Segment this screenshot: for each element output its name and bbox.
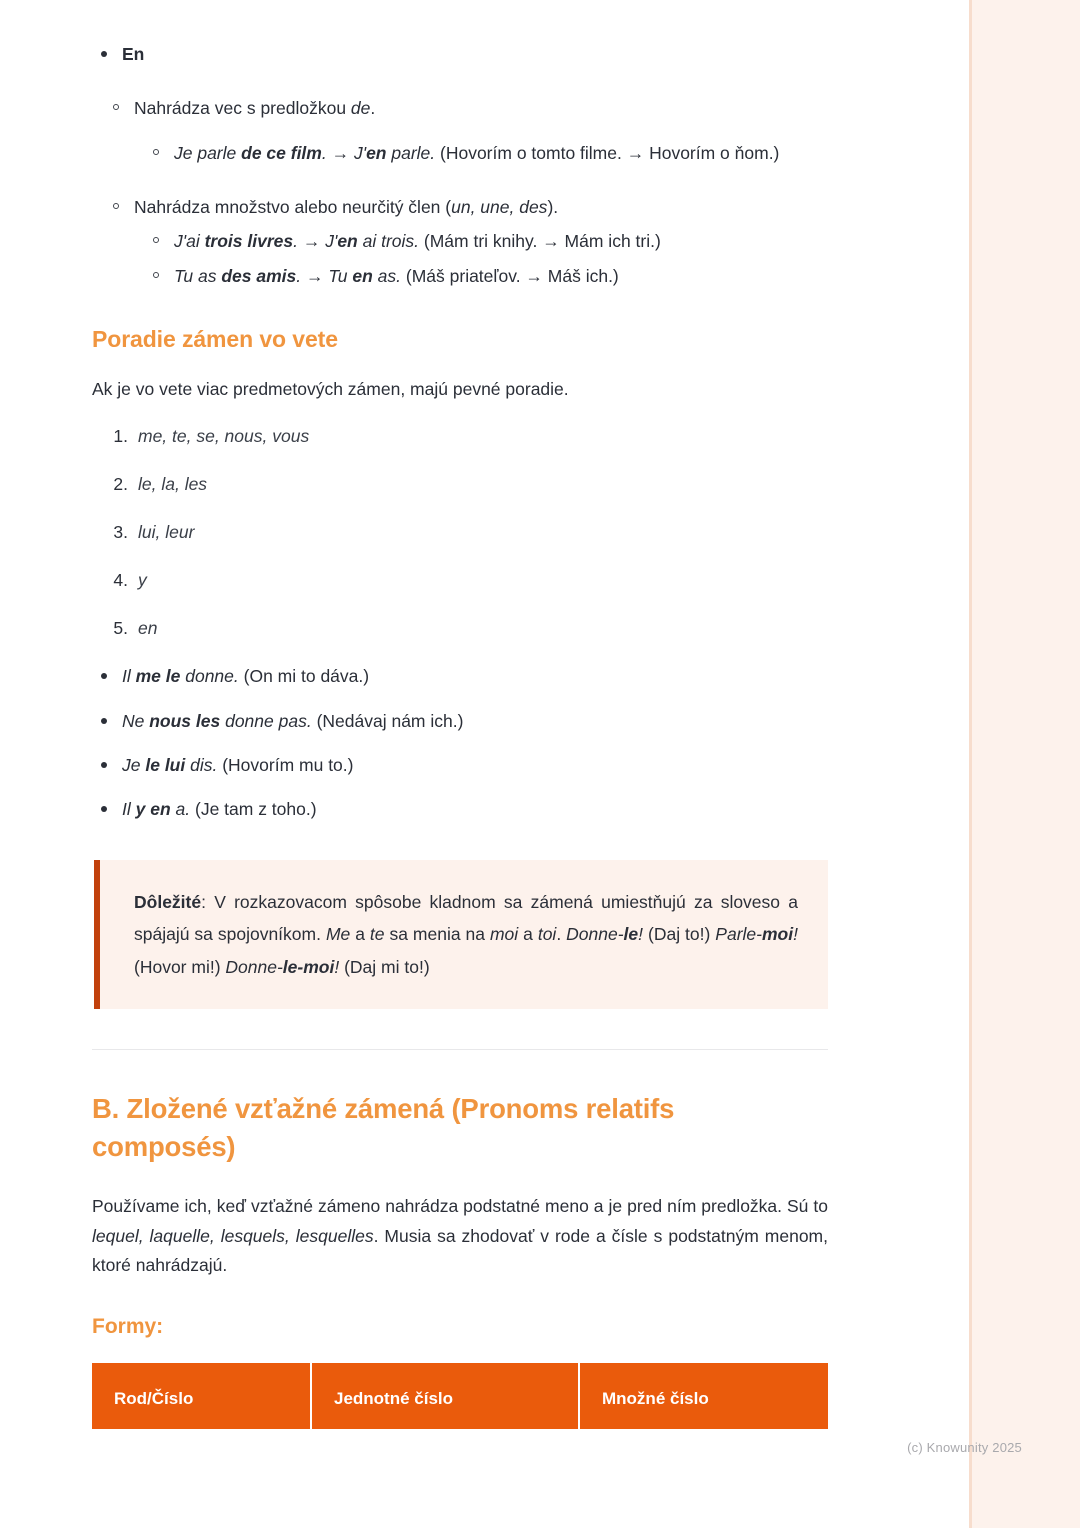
list-item-en-rule-1-example-1 <box>144 139 828 167</box>
ordered-item-5-number: 5. <box>113 618 128 639</box>
forms-table-head <box>92 1363 828 1429</box>
order-example-item-1 <box>92 662 828 690</box>
forms-table-header-gender-number: Rod/Číslo <box>92 1363 312 1429</box>
en-rule-2-text: Nahrádza množstvo alebo neurčitý člen (un, une, des). <box>134 197 559 218</box>
forms-table-header-singular: Jednotné číslo <box>312 1363 580 1429</box>
ordered-list-item-2 <box>102 470 828 498</box>
section-divider <box>92 1049 828 1050</box>
en-rule-2-example-1-text: J'ai trois livres. → J'en ai trois. (Mám tri knihy. → Mám ich tri.) <box>174 231 661 252</box>
forms-table-header-plural: Množné číslo <box>580 1363 828 1429</box>
ordered-item-2-number: 2. <box>113 474 128 495</box>
list-item-en-rule-2-example-2 <box>144 262 828 290</box>
order-example-item-2 <box>92 707 828 735</box>
pronoun-order-examples-list <box>92 662 828 823</box>
heading-pronoun-order: Poradie zámen vo vete <box>92 326 338 353</box>
ordered-item-1-text: me, te, se, nous, vous <box>138 426 310 447</box>
pronoun-order-intro: Ak je vo vete viac predmetových zámen, majú pevné poradie. <box>92 379 569 400</box>
list-item-en-rule-2-example-1 <box>144 227 828 255</box>
en-rule-1-example-1-text: Je parle de ce film. → J'en parle. (Hovorím o tomto filme. → Hovorím o ňom.) <box>174 142 780 163</box>
ordered-item-4-number: 4. <box>113 570 128 591</box>
ordered-list-item-3 <box>102 518 828 546</box>
order-example-4-text: Il y en a. (Je tam z toho.) <box>122 799 317 820</box>
compound-relative-paragraph: Používame ich, keď vzťažné zámeno nahrádza podstatné meno a je pred ním predložka. Sú to lequel, laquelle, lesquels, lesquelles. Musia sa zhodovať v rode a čísle s podstatným menom, ktoré nahrádzajú. <box>92 1196 828 1276</box>
ordered-item-2-text: le, la, les <box>138 474 208 495</box>
heading-compound-relative-pronouns: B. Zložené vzťažné zámená (Pronoms relatifs composés) <box>92 1093 675 1163</box>
list-item-en-rule-1 <box>104 94 828 122</box>
en-title-label: En <box>122 44 145 64</box>
ordered-item-1-number: 1. <box>113 426 128 447</box>
order-example-1-text: Il me le donne. (On mi to dáva.) <box>122 666 370 687</box>
ordered-item-4-text: y <box>138 570 147 591</box>
order-example-item-3 <box>92 751 828 779</box>
ordered-item-3-text: lui, leur <box>138 522 195 543</box>
list-item-en-rule-2 <box>104 193 828 221</box>
en-list <box>92 40 828 290</box>
list-item-en-title <box>92 40 828 68</box>
order-example-item-4 <box>92 795 828 823</box>
right-side-strip <box>969 0 1080 1528</box>
ordered-item-5-text: en <box>138 618 158 639</box>
forms-table <box>92 1363 828 1429</box>
pronoun-order-list <box>92 422 828 642</box>
important-callout-text: Dôležité: V rozkazovacom spôsobe kladnom sa zámená umiestňujú za sloveso a spájajú sa spojovníkom. Me a te sa menia na moi a toi. Donne-le! (Daj to!) Parle-moi! (Hovor mi!) Donne-le-moi! (Daj mi to!) <box>134 891 798 977</box>
order-example-2-text: Ne nous les donne pas. (Nedávaj nám ich.) <box>122 710 464 731</box>
forms-table-header-row <box>92 1363 828 1429</box>
ordered-list-item-4 <box>102 566 828 594</box>
ordered-item-3-number: 3. <box>113 522 128 543</box>
ordered-list-item-1 <box>102 422 828 450</box>
ordered-list-item-5 <box>102 614 828 642</box>
heading-forms: Formy: <box>92 1314 164 1338</box>
watermark-copyright: (c) Knowunity 2025 <box>907 1440 1022 1455</box>
en-rule-2-example-2-text: Tu as des amis. → Tu en as. (Máš priateľov. → Máš ich.) <box>174 265 619 286</box>
en-rule-1-text: Nahrádza vec s predložkou de. <box>134 98 376 119</box>
important-callout <box>94 860 828 1010</box>
order-example-3-text: Je le lui dis. (Hovorím mu to.) <box>122 755 354 776</box>
